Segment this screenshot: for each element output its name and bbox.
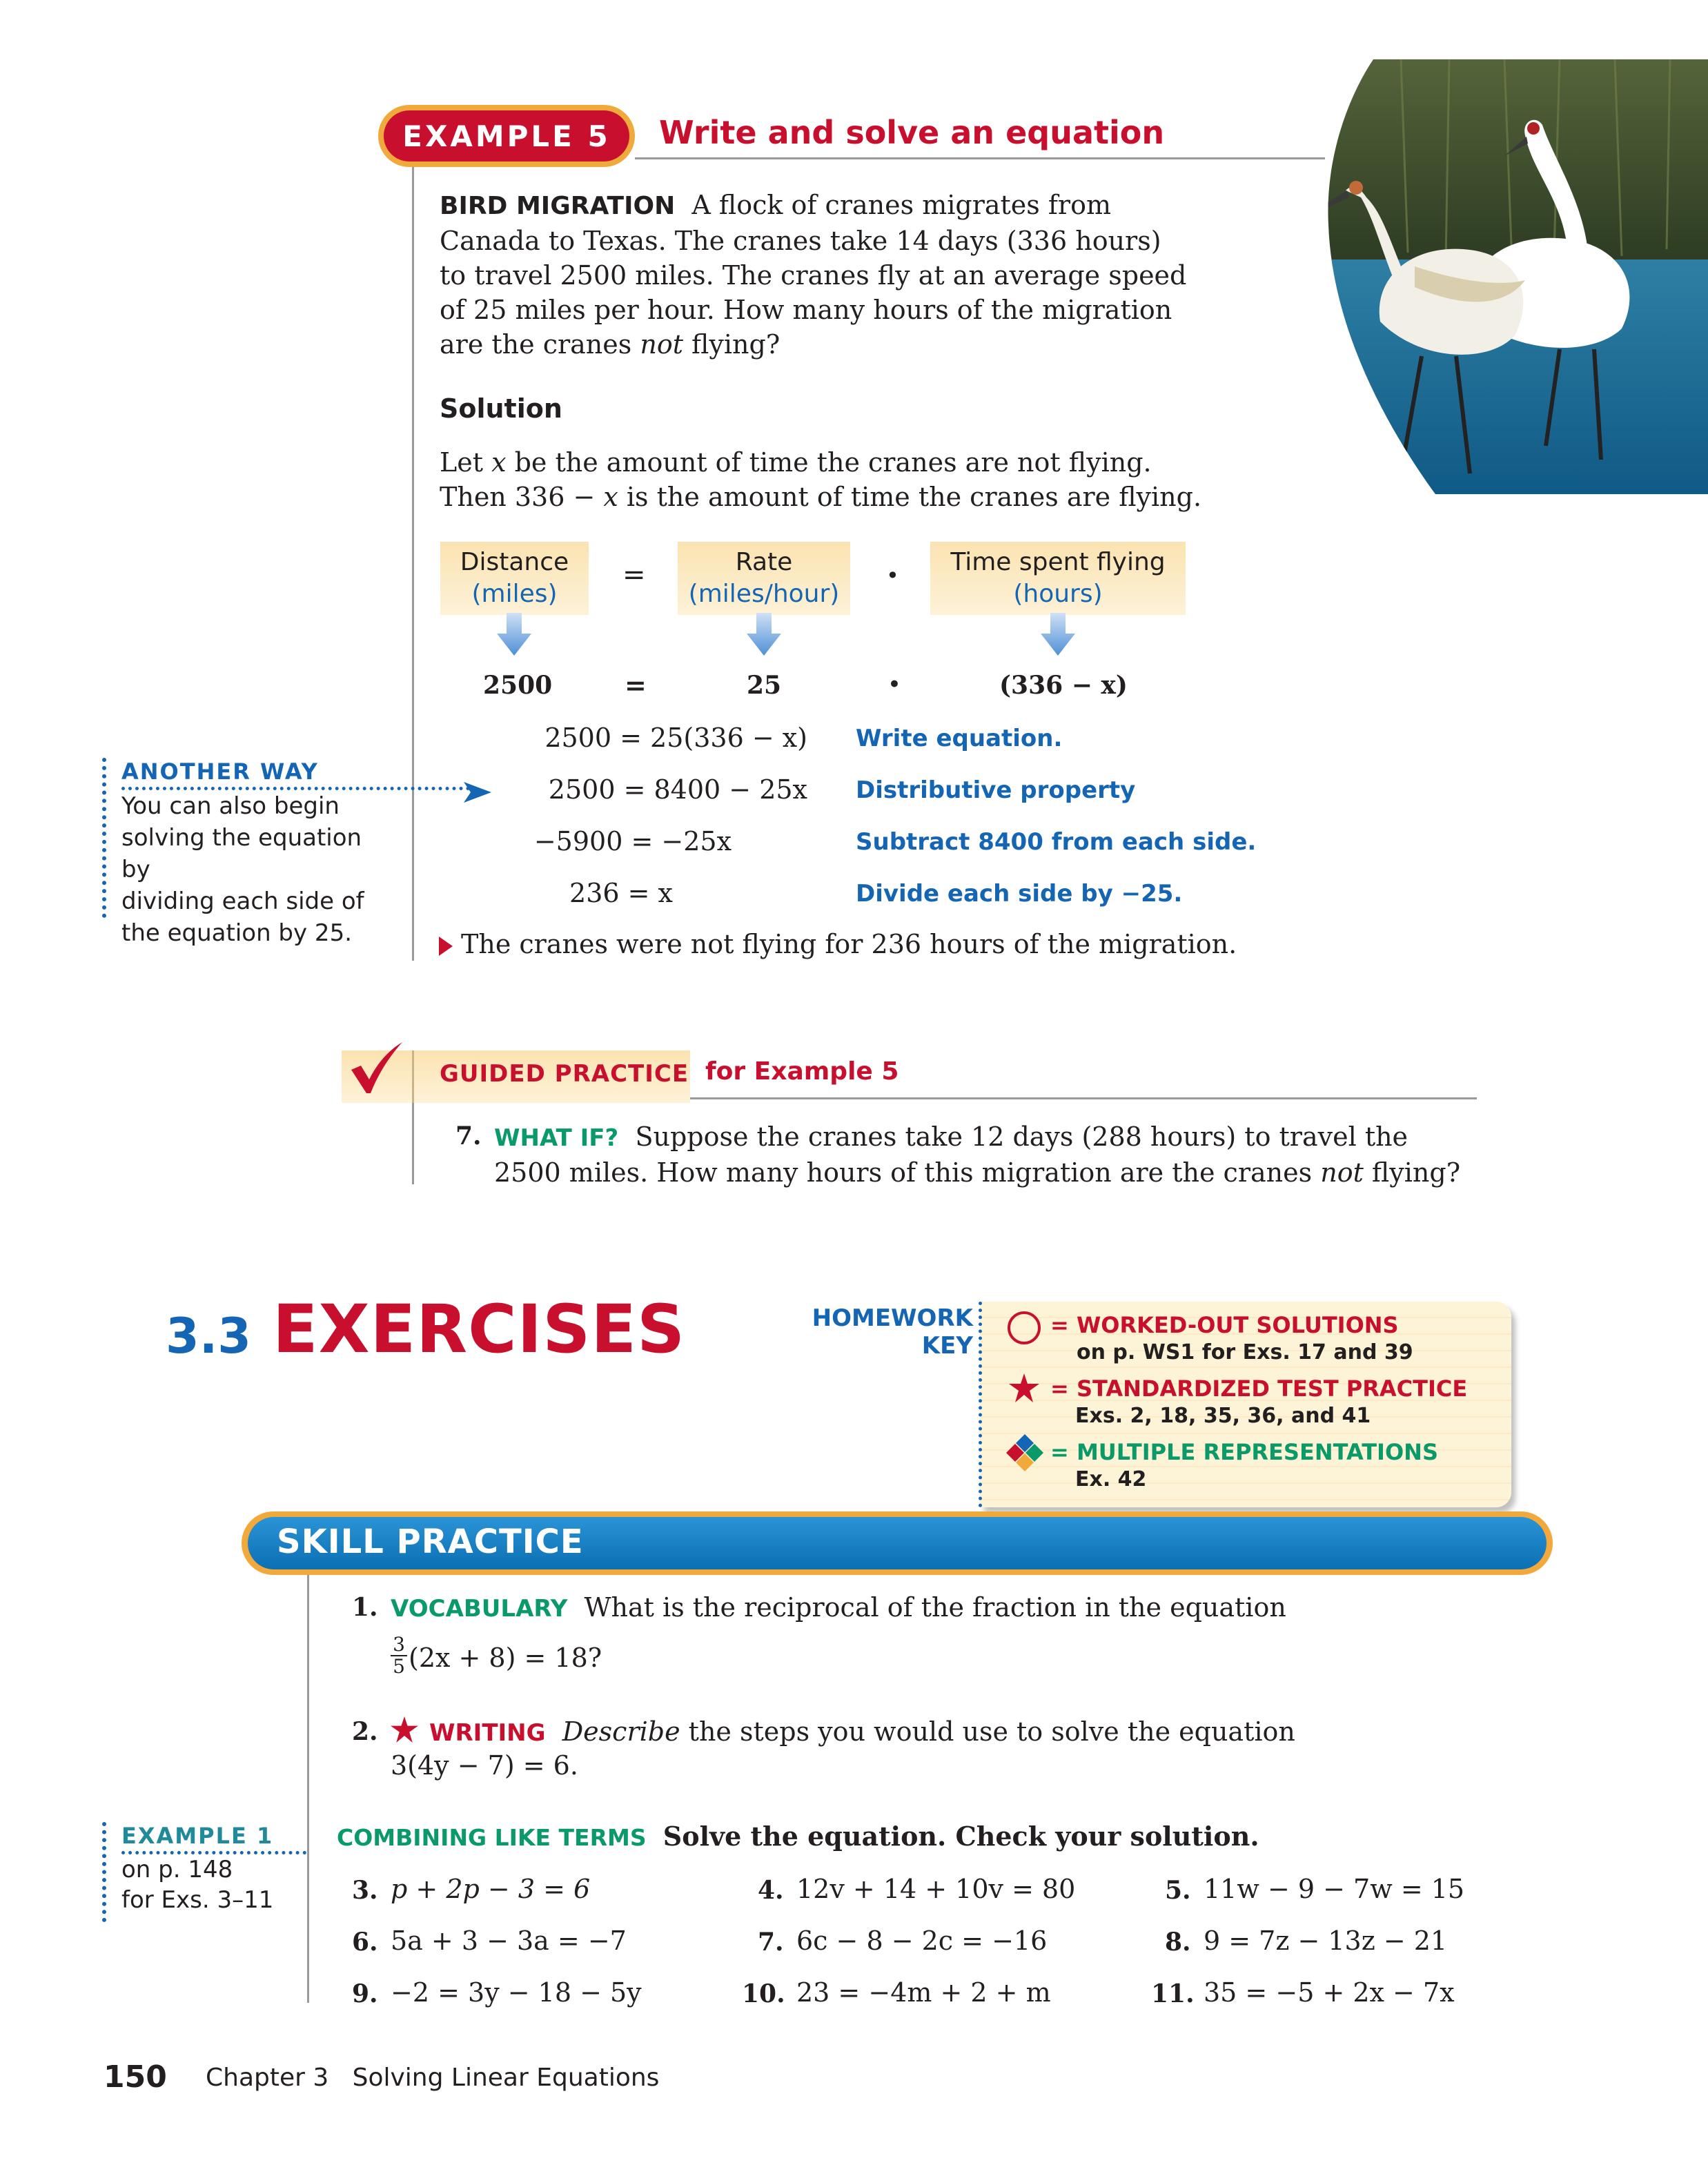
- equation: p + 2p − 3 = 6: [391, 1874, 591, 1904]
- key-label: = STANDARDIZED TEST PRACTICE: [1050, 1375, 1468, 1402]
- note-line: on p. 148: [121, 1856, 233, 1883]
- question-lead: WHAT IF?: [494, 1124, 619, 1152]
- equation: 5a + 3 − 3a = −7: [391, 1926, 627, 1956]
- example-reference-heading: EXAMPLE 1: [121, 1823, 274, 1849]
- key-item-worked-out: [1050, 1311, 1413, 1367]
- exercise-number: 11.: [1151, 1979, 1195, 2008]
- fraction-numerator: 3: [393, 1633, 405, 1656]
- question-text: Suppose the cranes take 12 days (288 hours) to travel the: [635, 1122, 1408, 1152]
- question-text: 2500 miles. How many hours of this migration are the cranes: [494, 1157, 1321, 1188]
- question-text: the steps you would use to solve the equation: [680, 1716, 1295, 1747]
- exercise-number: 3.: [352, 1876, 378, 1905]
- model-equals: =: [622, 559, 646, 591]
- homework-key-heading: [759, 1304, 973, 1360]
- example-badge-label: EXAMPLE 5: [384, 110, 629, 161]
- key-label: = MULTIPLE REPRESENTATIONS: [1050, 1439, 1438, 1465]
- key-label: = WORKED-OUT SOLUTIONS: [1050, 1312, 1399, 1338]
- down-arrow-icon: [497, 613, 531, 656]
- problem-statement: [440, 188, 1268, 362]
- note-line: solving the equation by: [121, 824, 362, 883]
- variable: x: [603, 482, 618, 512]
- step-note: Subtract 8400 from each side.: [856, 828, 1257, 856]
- fraction: [391, 1634, 407, 1677]
- exercise-number: 7.: [758, 1928, 784, 1957]
- instructions: [337, 1821, 1259, 1852]
- problem-line: are the cranes: [440, 329, 640, 360]
- text: Then 336 −: [440, 482, 604, 512]
- problem-lead: BIRD MIGRATION: [440, 192, 676, 220]
- equation: 12v + 14 + 10v = 80: [796, 1874, 1076, 1904]
- crane-photo: [1297, 59, 1708, 494]
- homework-key-divider: [979, 1302, 982, 1507]
- guided-practice-side-rule: [412, 1103, 414, 1184]
- heading-line: KEY: [921, 1332, 973, 1360]
- heading-line: HOMEWORK: [812, 1304, 973, 1332]
- exercise-number: 6.: [352, 1928, 378, 1957]
- instructions-text: Solve the equation. Check your solution.: [662, 1821, 1259, 1852]
- question-lead: WRITING: [429, 1719, 546, 1747]
- another-way-heading: ANOTHER WAY: [121, 758, 319, 785]
- key-detail: Ex. 42: [1075, 1467, 1147, 1491]
- question-lead: VOCABULARY: [391, 1595, 568, 1623]
- problem-line: of 25 miles per hour. How many hours of the migration: [440, 295, 1172, 325]
- step-equation: 2500 = 8400 − 25x: [548, 774, 807, 805]
- equation: 3(4y − 7) = 6.: [391, 1750, 578, 1781]
- step-equation: 2500 = 25(336 − x): [544, 723, 807, 753]
- exercise-number: 5.: [1165, 1876, 1191, 1905]
- exercise-number: 10.: [742, 1979, 785, 2008]
- problem-line: A flock of cranes migrates from: [691, 190, 1112, 220]
- variable: x: [491, 447, 507, 478]
- model-box-time: [930, 542, 1186, 615]
- exercise-number: 7.: [455, 1122, 482, 1150]
- model-value-rate: 25: [747, 671, 782, 700]
- guided-practice-rule: [690, 1097, 1477, 1099]
- exercise-number: 2.: [352, 1717, 378, 1746]
- section-number: 3.3: [166, 1308, 252, 1364]
- emphasis: not: [1320, 1157, 1364, 1188]
- emphasis: not: [640, 329, 683, 360]
- skill-practice-side-rule: [307, 1575, 309, 2003]
- emphasis: Describe: [562, 1716, 680, 1747]
- question-text: What is the reciprocal of the fraction in the equation: [584, 1592, 1286, 1623]
- example-rule: [635, 157, 1325, 159]
- model-times: •: [886, 562, 899, 589]
- model-unit: (miles/hour): [688, 580, 840, 608]
- note-line: You can also begin: [121, 792, 340, 820]
- model-value-equals: =: [625, 669, 647, 701]
- exercise-2: [429, 1714, 1395, 1750]
- circle-icon: [1006, 1310, 1042, 1346]
- note-line: dividing each side of: [121, 888, 364, 915]
- example-reference: [102, 1822, 309, 1922]
- model-box-distance: [440, 542, 589, 615]
- example-title: Write and solve an equation: [659, 114, 1165, 151]
- model-value-time: (336 − x): [999, 671, 1128, 700]
- step-equation: −5900 = −25x: [533, 826, 732, 856]
- answer-triangle-icon: [439, 937, 453, 956]
- multiple-representations-icon: [1006, 1434, 1043, 1471]
- equation: (2x + 8) = 18?: [409, 1643, 602, 1673]
- solution-heading: Solution: [440, 393, 562, 424]
- example-badge: [378, 105, 635, 167]
- step-note: Distributive property: [856, 776, 1136, 804]
- skill-practice-title: SKILL PRACTICE: [277, 1522, 584, 1561]
- arrow-right-icon: [464, 782, 491, 803]
- star-icon: [391, 1716, 418, 1743]
- model-box-rate: [678, 542, 850, 615]
- instructions-lead: COMBINING LIKE TERMS: [337, 1824, 647, 1851]
- tab-divider: [412, 1050, 414, 1103]
- model-value-times: •: [888, 673, 901, 696]
- model-value-distance: 2500: [483, 671, 553, 700]
- text: is the amount of time the cranes are flying.: [618, 482, 1202, 512]
- star-icon: [1009, 1373, 1039, 1402]
- model-label: Distance: [460, 548, 569, 576]
- equation: 35 = −5 + 2x − 7x: [1204, 1977, 1455, 2008]
- text: be the amount of time the cranes are not flying.: [506, 447, 1152, 478]
- page-number: 150: [104, 2059, 167, 2095]
- equation: 6c − 8 − 2c = −16: [796, 1926, 1048, 1956]
- model-unit: (hours): [1013, 580, 1103, 608]
- problem-line: flying?: [683, 329, 781, 360]
- example-side-rule: [412, 167, 414, 961]
- guided-practice-for: for Example 5: [705, 1057, 899, 1086]
- exercise-number: 1.: [352, 1593, 378, 1622]
- note-line: the equation by 25.: [121, 919, 353, 947]
- model-label: Rate: [735, 548, 793, 576]
- exercises-title: EXERCISES: [273, 1291, 686, 1368]
- exercise-number: 8.: [1165, 1928, 1191, 1957]
- step-note: Write equation.: [856, 725, 1063, 752]
- key-detail: on p. WS1 for Exs. 17 and 39: [1077, 1340, 1413, 1364]
- guided-practice-label: GUIDED PRACTICE: [440, 1060, 689, 1088]
- answer-statement: The cranes were not flying for 236 hours of the migration.: [461, 929, 1237, 959]
- equation: 9 = 7z − 13z − 21: [1204, 1926, 1448, 1956]
- key-item-multiple: [1050, 1438, 1438, 1494]
- exercise-number: 4.: [758, 1876, 784, 1905]
- question-text: flying?: [1363, 1157, 1461, 1188]
- checkmark-icon: [349, 1042, 404, 1095]
- problem-line: Canada to Texas. The cranes take 14 days (336 hours): [440, 226, 1161, 256]
- fraction-denominator: 5: [391, 1655, 407, 1677]
- down-arrow-icon: [747, 613, 781, 656]
- model-unit: (miles): [471, 580, 558, 608]
- skill-practice-banner: [242, 1511, 1553, 1575]
- guided-practice-question: [494, 1119, 1474, 1190]
- model-label: Time spent flying: [950, 548, 1166, 576]
- text: Let: [440, 447, 492, 478]
- down-arrow-icon: [1041, 613, 1075, 656]
- equation: −2 = 3y − 18 − 5y: [391, 1977, 642, 2008]
- step-equation: 236 = x: [569, 878, 673, 908]
- key-detail: Exs. 2, 18, 35, 36, and 41: [1075, 1404, 1371, 1428]
- chapter-title: Chapter 3 Solving Linear Equations: [206, 2064, 660, 2092]
- equation: 11w − 9 − 7w = 15: [1204, 1874, 1465, 1904]
- exercise-number: 9.: [352, 1979, 378, 2008]
- key-item-standardized: [1050, 1375, 1467, 1430]
- solution-setup: [440, 445, 1268, 514]
- another-way-note: [102, 758, 392, 947]
- exercise-1: [391, 1590, 1357, 1626]
- note-line: for Exs. 3–11: [121, 1886, 274, 1914]
- step-note: Divide each side by −25.: [856, 880, 1183, 908]
- problem-line: to travel 2500 miles. The cranes fly at an average speed: [440, 260, 1187, 291]
- equation: 23 = −4m + 2 + m: [796, 1977, 1051, 2008]
